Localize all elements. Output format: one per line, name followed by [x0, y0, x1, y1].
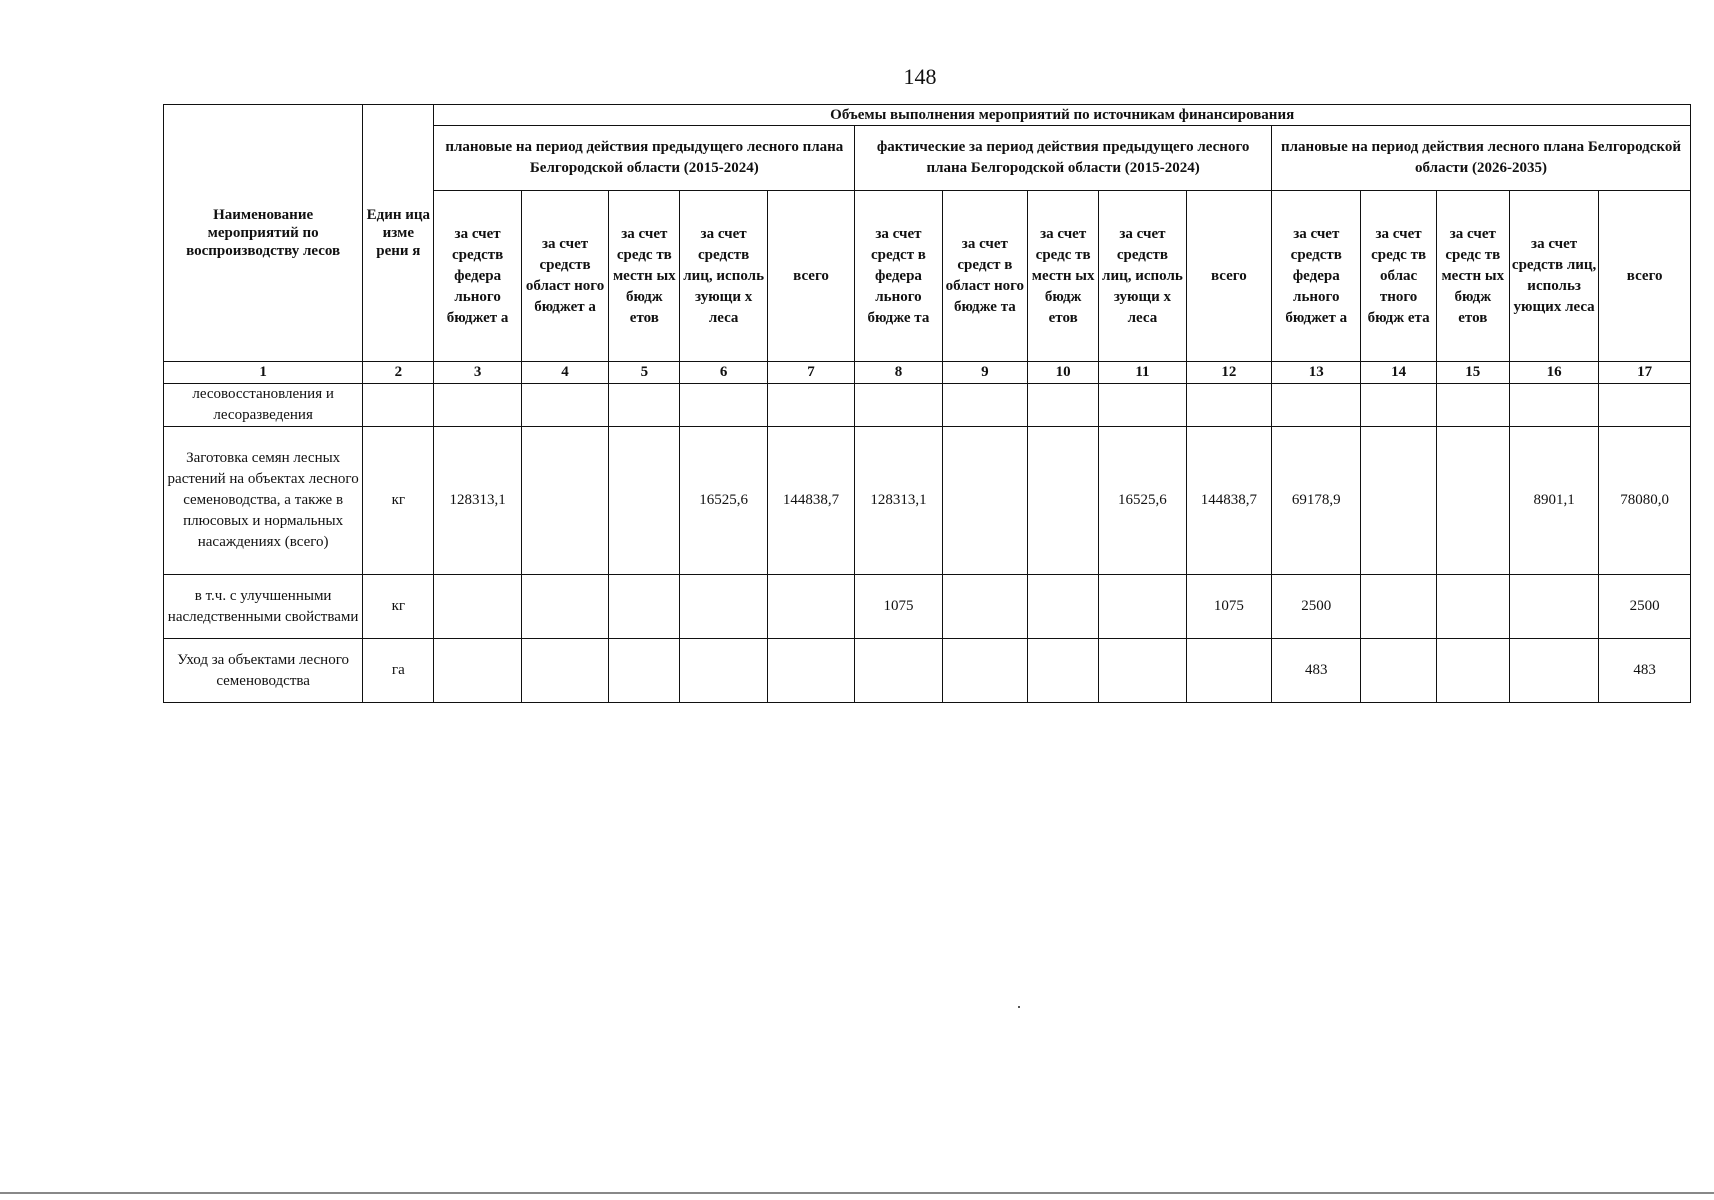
table-cell: кг	[363, 575, 434, 639]
table-cell	[1099, 575, 1186, 639]
table-cell	[434, 575, 521, 639]
column-number: 3	[434, 362, 521, 384]
table-cell	[1436, 575, 1509, 639]
column-number: 2	[363, 362, 434, 384]
subheader-cell: за счет средств лиц, исполь зующи х леса	[1099, 191, 1186, 362]
table-cell	[767, 575, 854, 639]
subheader-cell: за счет средс тв облас тного бюдж ета	[1361, 191, 1436, 362]
table-cell	[1436, 427, 1509, 575]
header-volumes-title: Объемы выполнения мероприятий по источникам финансирования	[434, 105, 1691, 126]
column-number: 13	[1272, 362, 1361, 384]
header-group-planned-new: плановые на период действия лесного плана Белгородской области (2026-2035)	[1272, 126, 1691, 191]
table-cell	[1028, 575, 1099, 639]
header-group-actual-previous: фактические за период действия предыдущего лесного плана Белгородской области (2015-2024)	[855, 126, 1272, 191]
column-number: 10	[1028, 362, 1099, 384]
table-cell	[609, 575, 680, 639]
table-cell	[680, 639, 767, 703]
table-cell	[1186, 384, 1271, 427]
table-cell	[1361, 427, 1436, 575]
table-cell	[942, 384, 1027, 427]
subheader-cell: всего	[767, 191, 854, 362]
row-activity-name: в т.ч. с улучшенными наследственными свойствами	[164, 575, 363, 639]
column-number: 11	[1099, 362, 1186, 384]
column-number: 17	[1599, 362, 1691, 384]
column-number: 16	[1509, 362, 1598, 384]
scan-speck	[1018, 1006, 1020, 1008]
column-number: 5	[609, 362, 680, 384]
table-cell: 483	[1272, 639, 1361, 703]
column-number: 14	[1361, 362, 1436, 384]
table-cell	[1361, 639, 1436, 703]
table-cell	[942, 639, 1027, 703]
table-cell	[1361, 575, 1436, 639]
table-cell: 1075	[855, 575, 942, 639]
table-cell	[680, 384, 767, 427]
table-row	[164, 575, 1691, 639]
column-number: 15	[1436, 362, 1509, 384]
column-number: 6	[680, 362, 767, 384]
column-number-row	[164, 362, 1691, 384]
subheader-cell: за счет средст в федера льного бюдже та	[855, 191, 942, 362]
table-cell: 1075	[1186, 575, 1271, 639]
table-cell	[363, 384, 434, 427]
table-cell	[1028, 639, 1099, 703]
table-cell	[680, 575, 767, 639]
table-cell: 144838,7	[767, 427, 854, 575]
table-cell: 128313,1	[855, 427, 942, 575]
column-number: 12	[1186, 362, 1271, 384]
table-cell	[1436, 639, 1509, 703]
subheader-cell: за счет средств федера льного бюджет а	[434, 191, 521, 362]
table-cell	[1099, 384, 1186, 427]
table-cell	[942, 575, 1027, 639]
table-row	[164, 384, 1691, 427]
row-activity-name: Уход за объектами лесного семеноводства	[164, 639, 363, 703]
table-row	[164, 427, 1691, 575]
table-cell	[855, 384, 942, 427]
row-activity-name: лесовосстановления и лесоразведения	[164, 384, 363, 427]
table-cell	[1509, 575, 1598, 639]
page-number: 148	[903, 64, 937, 89]
subheader-cell: за счет средс тв местн ых бюдж етов	[609, 191, 680, 362]
table-cell: 16525,6	[680, 427, 767, 575]
table-cell	[521, 639, 608, 703]
table-row	[164, 639, 1691, 703]
table-cell	[1509, 639, 1598, 703]
table-cell: 69178,9	[1272, 427, 1361, 575]
subheader-cell: за счет средств лиц, использ ующих леса	[1509, 191, 1598, 362]
header-unit: Един ица изме рени я	[363, 105, 434, 362]
header-group-planned-previous: плановые на период действия предыдущего лесного плана Белгородской области (2015-2024)	[434, 126, 855, 191]
scan-edge-line	[0, 1192, 1714, 1194]
table-cell: 144838,7	[1186, 427, 1271, 575]
table-cell	[1186, 639, 1271, 703]
subheader-cell: за счет средст в област ного бюдже та	[942, 191, 1027, 362]
column-number: 1	[164, 362, 363, 384]
table-cell	[609, 427, 680, 575]
column-number: 4	[521, 362, 608, 384]
table-cell	[1099, 639, 1186, 703]
table-cell	[521, 384, 608, 427]
table-cell: 78080,0	[1599, 427, 1691, 575]
table-cell	[434, 384, 521, 427]
subheader-cell: за счет средс тв местн ых бюдж етов	[1028, 191, 1099, 362]
table-cell	[521, 575, 608, 639]
subheader-cell: за счет средств лиц, исполь зующи х леса	[680, 191, 767, 362]
table-cell: 2500	[1272, 575, 1361, 639]
table-cell: 16525,6	[1099, 427, 1186, 575]
subheader-cell: за счет средс тв местн ых бюдж етов	[1436, 191, 1509, 362]
column-number: 9	[942, 362, 1027, 384]
table-cell	[942, 427, 1027, 575]
column-number: 8	[855, 362, 942, 384]
table-cell	[1028, 384, 1099, 427]
column-number: 7	[767, 362, 854, 384]
table-cell	[767, 639, 854, 703]
table-cell: 483	[1599, 639, 1691, 703]
table-cell: 8901,1	[1509, 427, 1598, 575]
table-cell	[1272, 384, 1361, 427]
subheader-cell: всего	[1599, 191, 1691, 362]
table-cell	[855, 639, 942, 703]
table-cell	[434, 639, 521, 703]
table-cell	[609, 384, 680, 427]
header-activity-name: Наименование мероприятий по воспроизводству лесов	[164, 105, 363, 362]
subheader-cell: всего	[1186, 191, 1271, 362]
table-cell	[1599, 384, 1691, 427]
table-cell	[521, 427, 608, 575]
table-cell: кг	[363, 427, 434, 575]
table-cell	[1361, 384, 1436, 427]
row-activity-name: Заготовка семян лесных растений на объектах лесного семеноводства, а также в плюсовых и нормальных насаждениях (всего)	[164, 427, 363, 575]
table-cell	[767, 384, 854, 427]
table-cell	[609, 639, 680, 703]
table-cell: 2500	[1599, 575, 1691, 639]
table-cell: 128313,1	[434, 427, 521, 575]
subheader-cell: за счет средств федера льного бюджет а	[1272, 191, 1361, 362]
table-cell	[1028, 427, 1099, 575]
table-cell: га	[363, 639, 434, 703]
table-cell	[1436, 384, 1509, 427]
reforestation-volumes-table	[163, 104, 1691, 703]
subheader-cell: за счет средств област ного бюджет а	[521, 191, 608, 362]
table-cell	[1509, 384, 1598, 427]
